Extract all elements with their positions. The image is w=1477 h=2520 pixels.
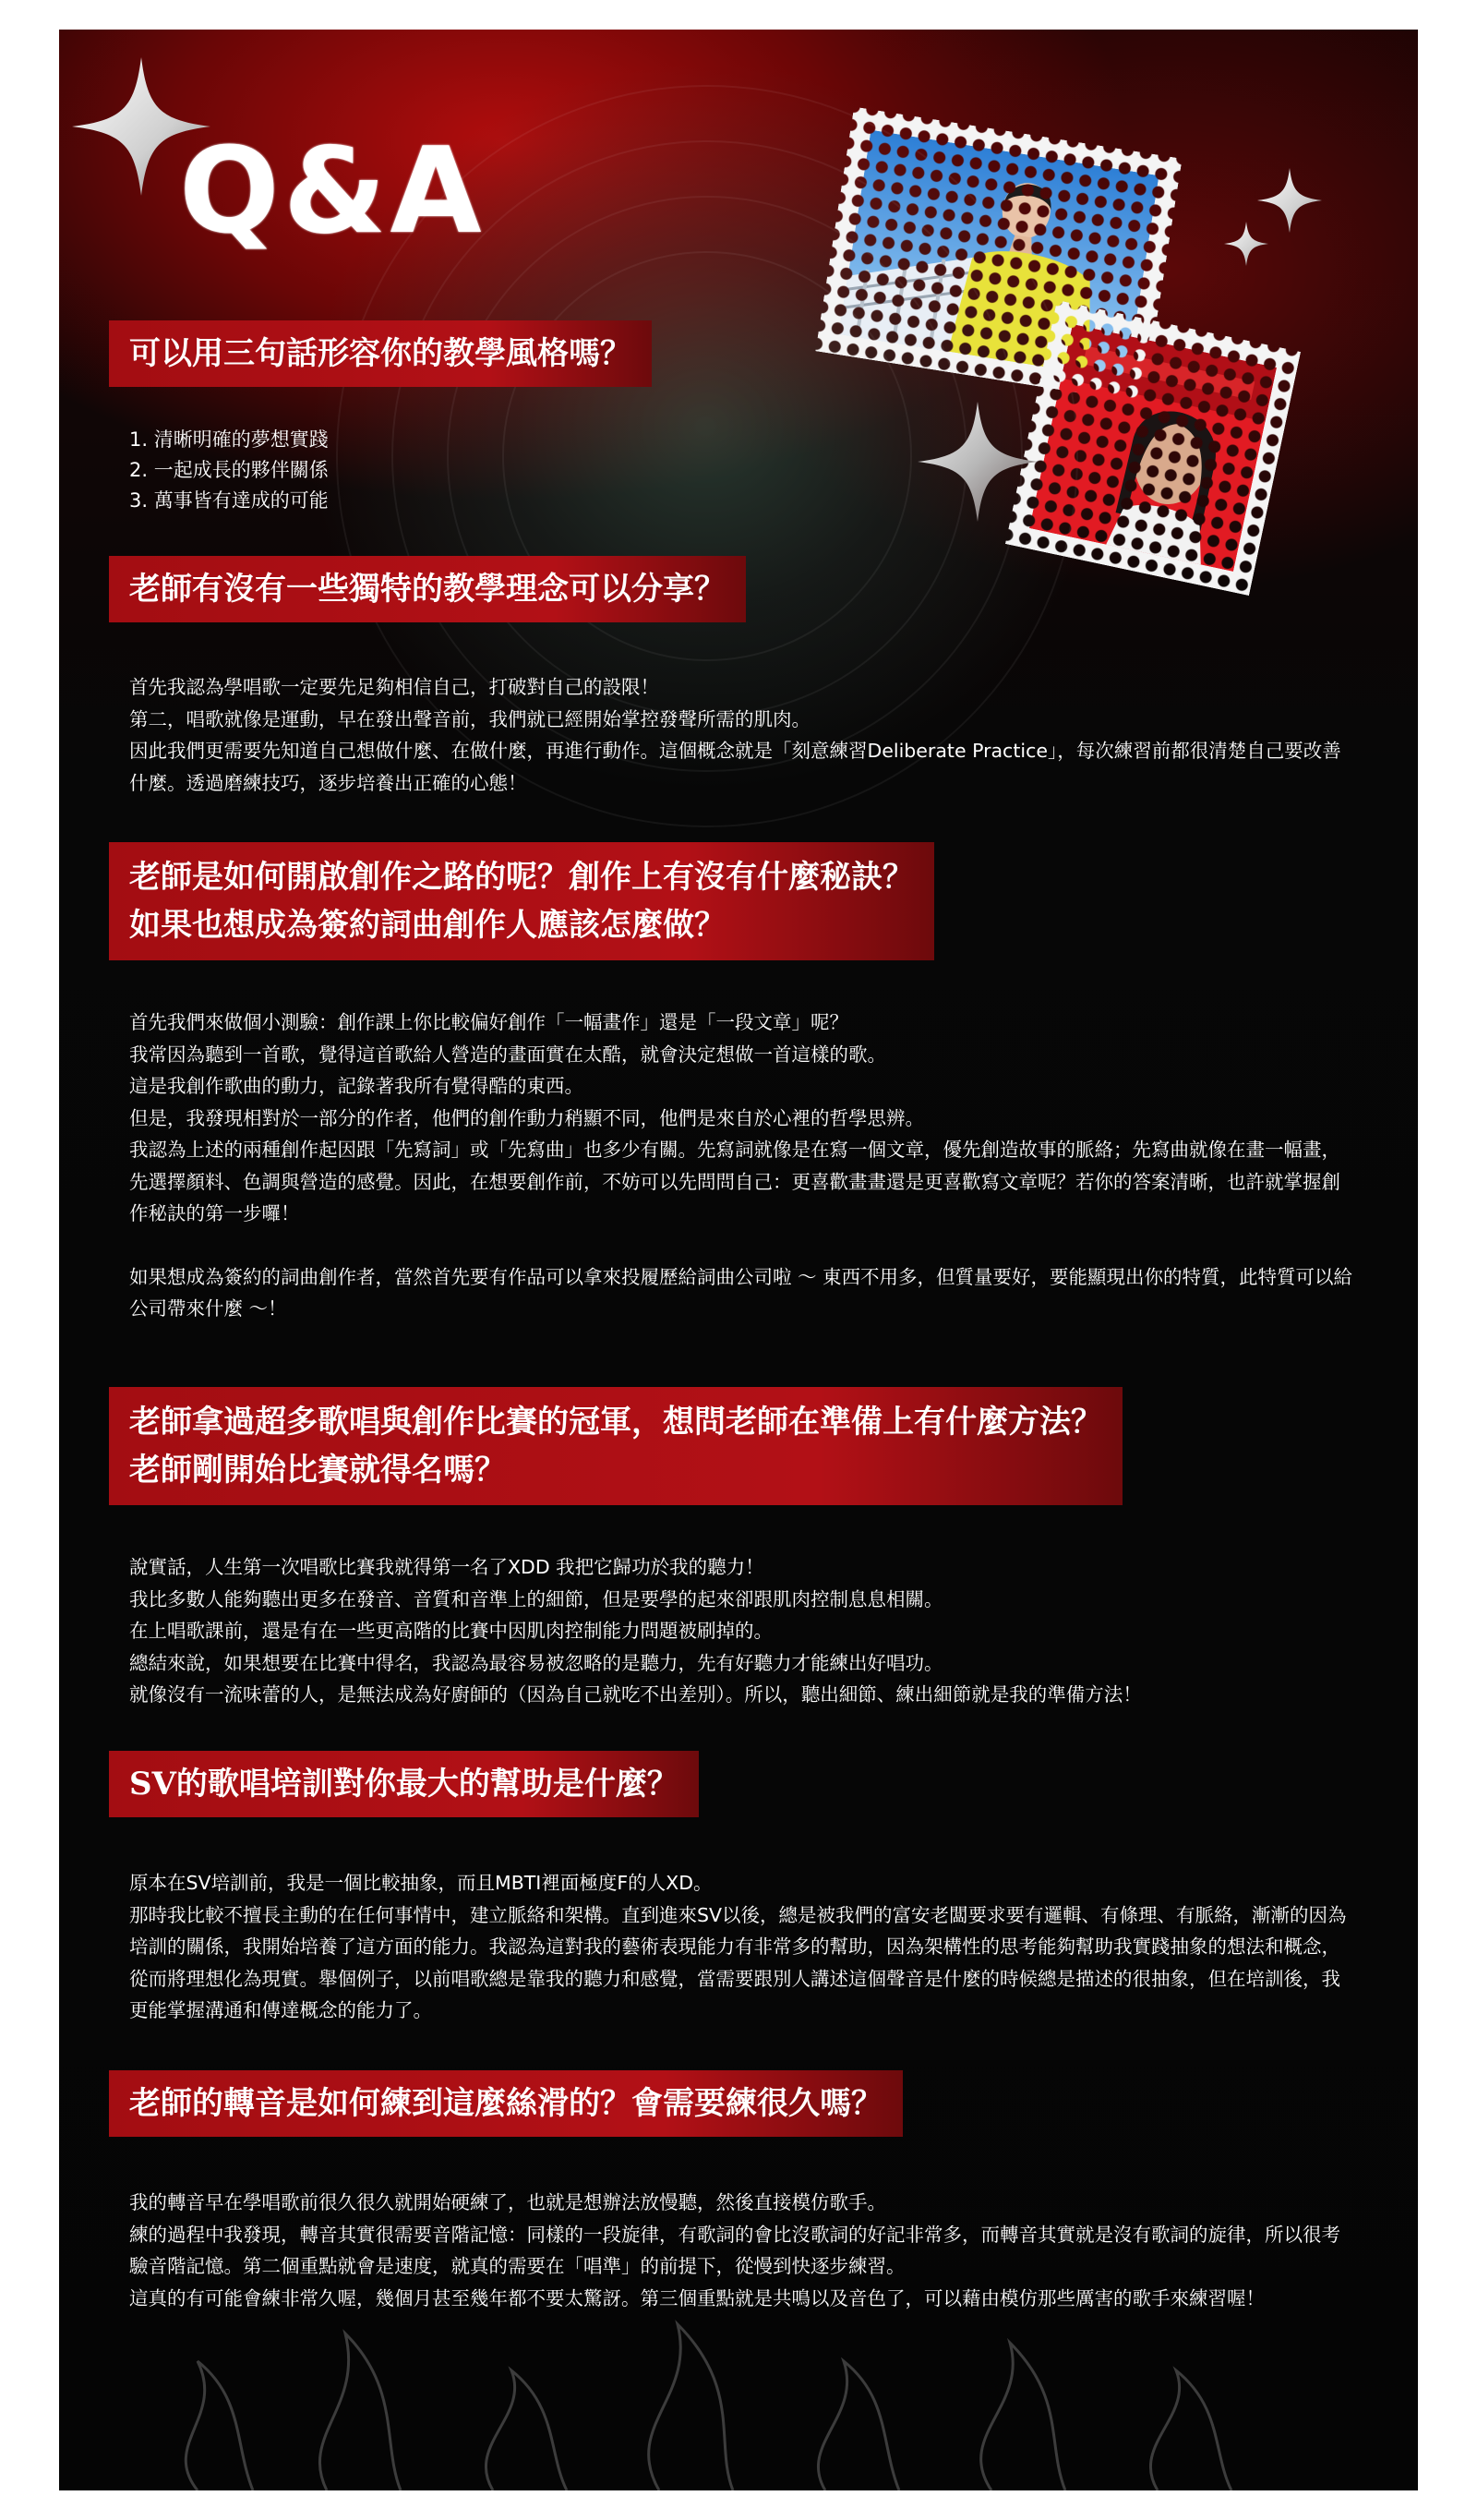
- answer-line: 練的過程中我發現，轉音其實很需要音階記憶：同樣的一段旋律，有歌詞的會比沒歌詞的好記非常多，而轉音其實就是沒有歌詞的旋律，所以很考驗音階記憶。第二個重點就會是速度，就真的需要在「唱準」的前提下，從慢到快逐步練習。: [129, 2223, 1340, 2277]
- answer-line: 第二，唱歌就像是運動，早在發出聲音前，我們就已經開始掌控發聲所需的肌肉。: [129, 707, 811, 730]
- answer-block: [129, 671, 1357, 799]
- flame-pattern-icon: [142, 2306, 1342, 2490]
- answer-block: [129, 1867, 1357, 2027]
- answer-line: 首先我們來做個小測驗：創作課上你比較偏好創作「一幅畫作」還是「一段文章」呢？: [129, 1011, 848, 1033]
- answer-line: 3. 萬事皆有達成的可能: [129, 489, 329, 512]
- answer-line: 但是，我發現相對於一部分的作者，他們的創作動力稍顯不同，他們是來自於心裡的哲學思辨。: [129, 1106, 924, 1129]
- answer-block: [129, 1551, 1357, 1711]
- answer-line: 總結來說，如果想要在比賽中得名，我認為最容易被忽略的是聽力，先有好聽力才能練出好唱功。: [129, 1651, 943, 1674]
- answer-line: 首先我認為學唱歌一定要先足夠相信自己，打破對自己的設限！: [129, 676, 659, 698]
- answer-line: 我常因為聽到一首歌，覺得這首歌給人營造的畫面實在太酷，就會決定想做一首這樣的歌。: [129, 1043, 886, 1066]
- answer-block: [129, 425, 1357, 516]
- question-heading: SV的歌唱培訓對你最大的幫助是什麼？: [109, 1751, 699, 1817]
- answer-line: 1. 清晰明確的夢想實踐: [129, 428, 329, 451]
- answer-block: [129, 2187, 1357, 2314]
- answer-line: 原本在SV培訓前，我是一個比較抽象，而且MBTI裡面極度F的人XD。: [129, 1872, 713, 1894]
- paragraph-gap: [129, 1230, 1357, 1261]
- answer-line: 這是我創作歌曲的動力，記錄著我所有覺得酷的東西。: [129, 1075, 583, 1097]
- answer-line: 2. 一起成長的夥伴關係: [129, 459, 329, 481]
- sparkle-icon: [1224, 222, 1268, 266]
- question-heading: 老師拿過超多歌唱與創作比賽的冠軍，想問老師在準備上有什麼方法？ 老師剛開始比賽就得名嗎？: [109, 1387, 1123, 1505]
- answer-line: 因此我們更需要先知道自己想做什麼、在做什麼，再進行動作。這個概念就是「刻意練習Deliberate Practice」，每次練習前都很清楚自己要改善什麼。透過磨練技巧，逐步培養出正確的心態！: [129, 740, 1341, 794]
- answer-block: [129, 1007, 1357, 1325]
- question-heading: 可以用三句話形容你的教學風格嗎？: [109, 320, 652, 387]
- qa-poster: [59, 30, 1418, 2490]
- answer-line: 在上唱歌課前，還是有在一些更高階的比賽中因肌肉控制能力問題被刷掉的。: [129, 1620, 773, 1642]
- answer-line: 我的轉音早在學唱歌前很久很久就開始硬練了，也就是想辦法放慢聽，然後直接模仿歌手。: [129, 2191, 886, 2213]
- answer-line: 那時我比較不擅長主動的在任何事情中，建立脈絡和架構。直到進來SV以後，總是被我們的富安老闆要求要有邏輯、有條理、有脈絡，漸漸的因為培訓的關係，我開始培養了這方面的能力。我認為這對我的藝術表現能力有非常多的幫助，因為架構性的思考能夠幫助我實踐抽象的想法和概念，從而將理想化為現實。舉個例子，以前唱歌總是靠我的聽力和感覺，當需要跟別人講述這個聲音是什麼的時候總是描述的很抽象，但在培訓後，我更能掌握溝通和傳達概念的能力了。: [129, 1903, 1347, 2021]
- question-heading: 老師的轉音是如何練到這麼絲滑的？會需要練很久嗎？: [109, 2070, 903, 2137]
- question-heading: 老師是如何開啟創作之路的呢？創作上有沒有什麼秘訣？ 如果也想成為簽約詞曲創作人應該怎麼做？: [109, 842, 934, 960]
- answer-line: 我認為上述的兩種創作起因跟「先寫詞」或「先寫曲」也多少有關。先寫詞就像是在寫一個文章，優先創造故事的脈絡；先寫曲就像在畫一幅畫，先選擇顏料、色調與營造的感覺。因此，在想要創作前，不妨可以先問問自己：更喜歡畫畫還是更喜歡寫文章呢？若你的答案清晰，也許就掌握創作秘訣的第一步囉！: [129, 1139, 1340, 1224]
- answer-line: 這真的有可能會練非常久喔，幾個月甚至幾年都不要太驚訝。第三個重點就是共鳴以及音色了，可以藉由模仿那些厲害的歌手來練習喔！: [129, 2286, 1265, 2309]
- answer-line: 說實話，人生第一次唱歌比賽我就得第一名了XDD 我把它歸功於我的聽力！: [129, 1556, 764, 1578]
- question-heading: 老師有沒有一些獨特的教學理念可以分享？: [109, 556, 746, 622]
- answer-line: 就像沒有一流味蕾的人，是無法成為好廚師的（因為自己就吃不出差別）。所以，聽出細節、練出細節就是我的準備方法！: [129, 1683, 1142, 1706]
- page-title: Q&A: [179, 123, 486, 260]
- answer-line: 我比多數人能夠聽出更多在發音、音質和音準上的細節，但是要學的起來卻跟肌肉控制息息相關。: [129, 1587, 943, 1610]
- answer-line: 如果想成為簽約的詞曲創作者，當然首先要有作品可以拿來投履歷給詞曲公司啦 ～ 東西不用多，但質量要好，要能顯現出你的特質，此特質可以給公司帶來什麼 ～！: [129, 1265, 1353, 1320]
